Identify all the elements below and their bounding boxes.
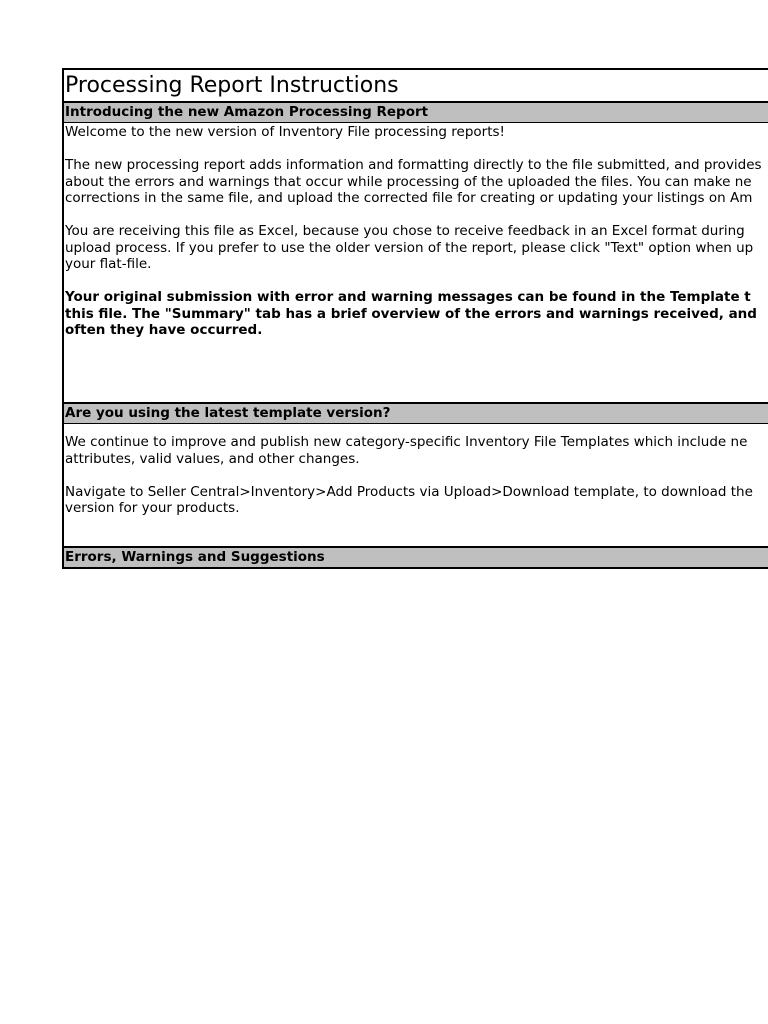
paragraph-line: your flat-file.	[65, 256, 152, 272]
paragraph-line: upload process. If you prefer to use the older version of the report, please click "Text" option when up	[65, 239, 754, 256]
paragraph-line: version for your products.	[65, 500, 240, 516]
section-header-intro: Introducing the new Amazon Processing Report	[64, 103, 768, 123]
paragraph-line: Welcome to the new version of Inventory File processing reports!	[65, 124, 505, 140]
paragraph-line: We continue to improve and publish new category-specific Inventory File Templates which include ne	[65, 434, 748, 450]
paragraph-line: You are receiving this file as Excel, because you chose to receive feedback in an Excel format during	[65, 223, 745, 239]
page-title: Processing Report Instructions	[64, 70, 768, 103]
section-header-errors: Errors, Warnings and Suggestions	[64, 546, 768, 567]
section-body-intro	[64, 123, 768, 402]
paragraph-line-bold: this file. The "Summary" tab has a brief overview of the errors and warnings received, and	[65, 305, 757, 322]
paragraph-line: Navigate to Seller Central>Inventory>Add Products via Upload>Download template, to download the	[65, 483, 753, 500]
instructions-sheet	[62, 68, 768, 569]
paragraph-line: attributes, valid values, and other changes.	[65, 450, 360, 467]
paragraph-line: corrections in the same file, and upload the corrected file for creating or updating your listings on Am	[65, 190, 753, 206]
paragraph-line: about the errors and warnings that occur while processing of the uploaded the files. You can make ne	[65, 173, 752, 190]
section-header-template-version: Are you using the latest template version?	[64, 402, 768, 424]
paragraph-line-bold: Your original submission with error and warning messages can be found in the Template t	[65, 289, 751, 305]
paragraph-line-bold: often they have occurred.	[65, 322, 263, 338]
section-body-template-version	[64, 424, 768, 546]
paragraph-line: The new processing report adds information and formatting directly to the file submitted, and provides	[65, 157, 762, 173]
